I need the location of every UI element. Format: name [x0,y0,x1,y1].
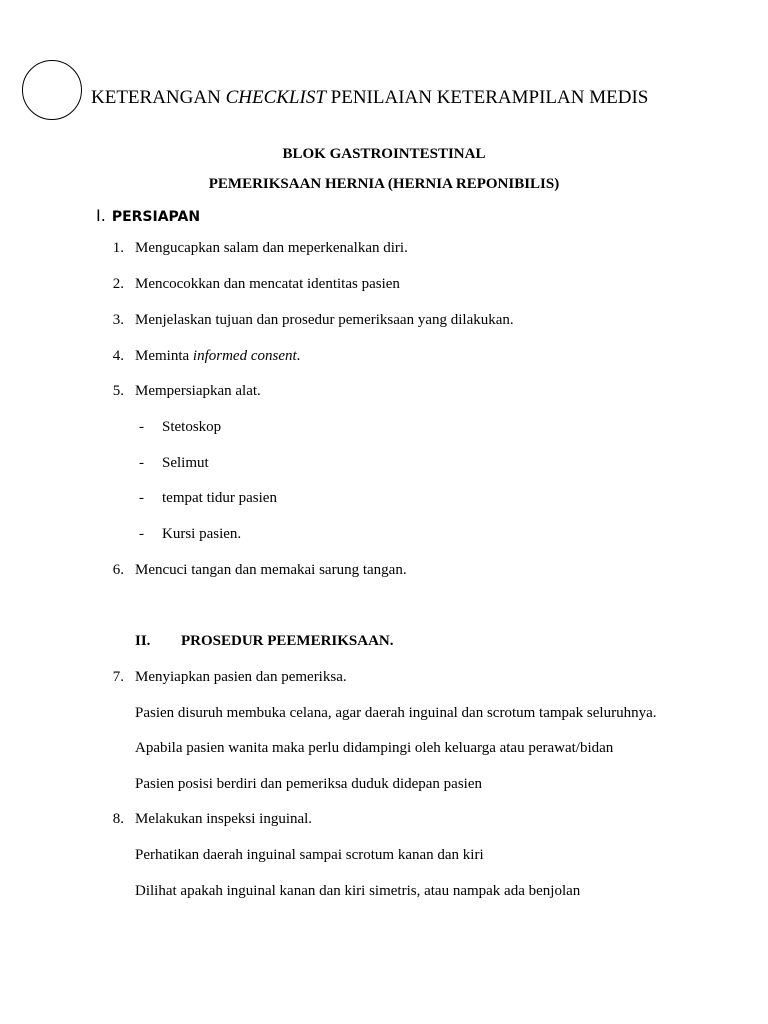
item-number: 4. [112,348,124,364]
section-1-title: PERSIAPAN [111,209,201,225]
item-number: 6. [112,562,124,578]
item-note: Dilihat apakah inguinal kanan dan kiri simetris, atau nampak ada benjolan [135,883,581,899]
item-text-end: . [296,348,301,364]
item-note: Apabila pasien wanita maka perlu didampingi oleh keluarga atau perawat/bidan [135,740,614,756]
logo-circle [22,60,82,120]
item-number: 3. [112,312,124,328]
list-item: Mencocokkan dan mencatat identitas pasien [135,276,400,292]
tool-item: Stetoskop [162,419,222,435]
item-number: 7. [112,669,124,685]
item-number: 8. [112,811,124,827]
list-item: Mempersiapkan alat. [135,383,261,399]
item-text: Meminta [135,348,193,364]
list-item [135,348,300,365]
document-title [91,87,648,109]
title-part-italic: CHECKLIST [225,87,326,108]
item-note: Pasien posisi berdiri dan pemeriksa duduk didepan pasien [135,776,483,792]
item-note: Perhatikan daerah inguinal sampai scrotum kanan dan kiri [135,847,484,863]
exam-subtitle: PEMERIKSAAN HERNIA (HERNIA REPONIBILIS) [208,176,560,192]
item-number: 5. [112,383,124,399]
title-part-3: PENILAIAN KETERAMPILAN MEDIS [325,87,649,108]
tool-dash: - [139,419,144,435]
section-2-roman: II. [135,633,151,649]
tool-item: Kursi pasien. [162,526,242,542]
list-item: Mencuci tangan dan memakai sarung tangan. [135,562,407,578]
list-item: Menyiapkan pasien dan pemeriksa. [135,669,347,685]
tool-dash: - [139,490,144,506]
list-item: Mengucapkan salam dan meperkenalkan diri. [135,240,408,256]
item-number: 2. [112,276,124,292]
section-2-title: PROSEDUR PEEMERIKSAAN. [181,633,394,649]
section-1-heading [96,206,200,225]
tool-item: tempat tidur pasien [162,490,277,506]
item-note: Pasien disuruh membuka celana, agar daerah inguinal dan scrotum tampak seluruhnya. [135,705,657,721]
item-number: 1. [112,240,124,256]
tool-dash: - [139,526,144,542]
item-text-italic: informed consent [192,348,297,364]
list-item: Melakukan inspeksi inguinal. [135,811,313,827]
title-part-1: KETERANGAN [91,87,226,108]
tool-dash: - [139,455,144,471]
section-1-roman: I. [96,206,106,225]
block-subtitle: BLOK GASTROINTESTINAL [282,146,486,162]
tool-item: Selimut [162,455,209,471]
list-item: Menjelaskan tujuan dan prosedur pemeriksaan yang dilakukan. [135,312,514,328]
